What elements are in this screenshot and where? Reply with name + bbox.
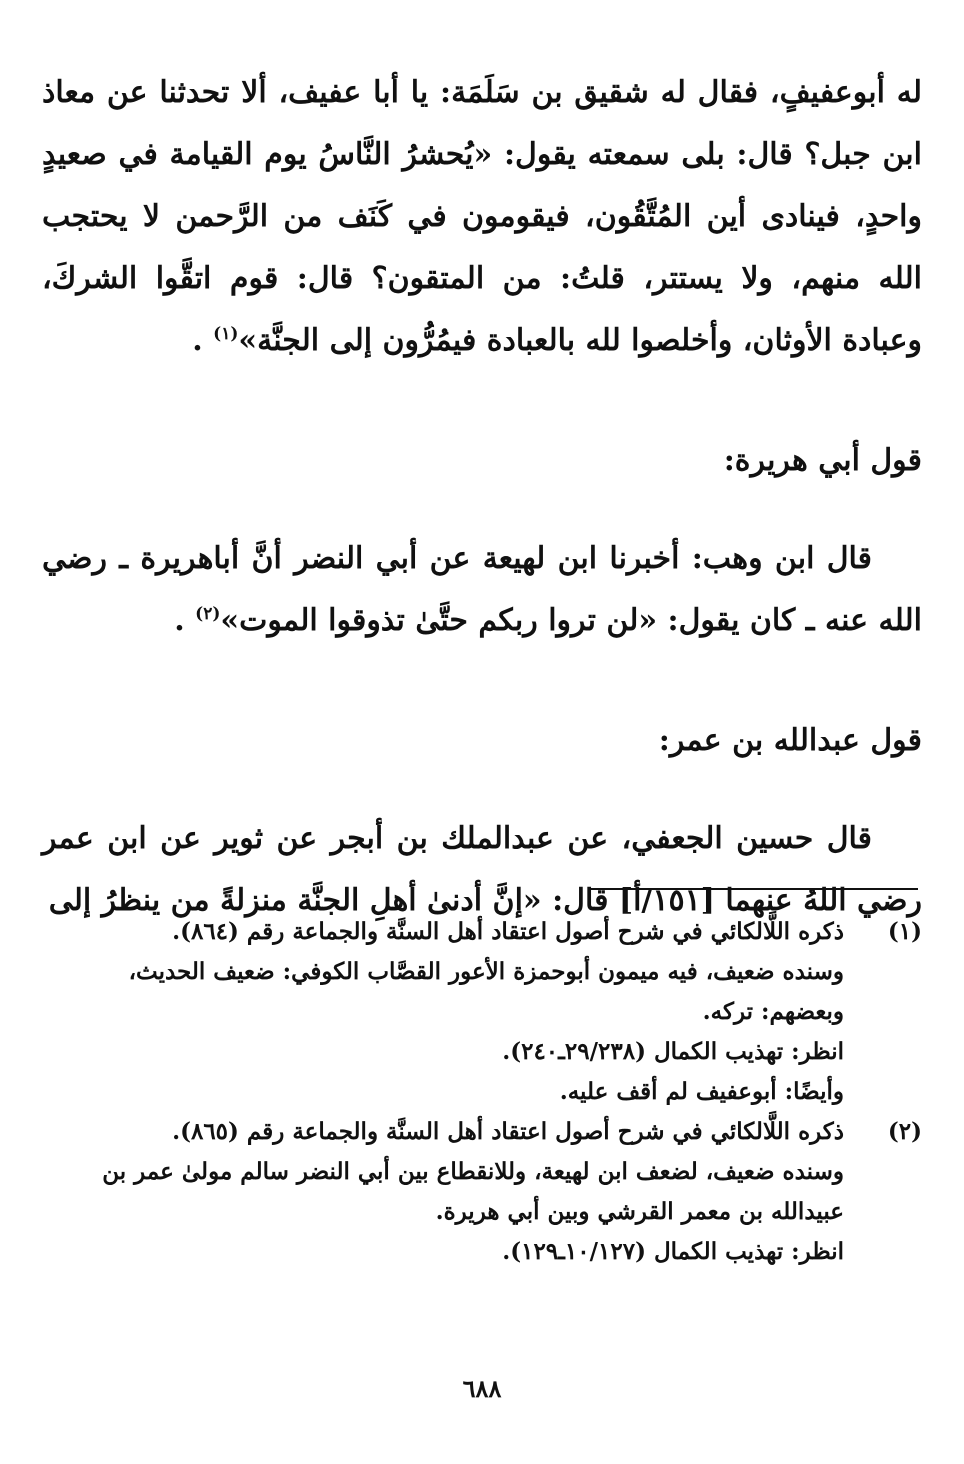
footnote-1-line: وأيضًا: أبوعفيف لم أقف عليه. [559,1078,844,1105]
footnote-1-line: ذكره اللَّالكائي في شرح أصول اعتقاد أهل السنَّة والجماعة رقم (٨٦٤). [172,918,844,945]
footnote-ref-1[interactable]: (١) [213,324,239,344]
paragraph-abu-hurayrah-text: قال ابن وهب: أخبرنا ابن لهيعة عن أبي النضر أنَّ أباهريرة ـ رضي الله عنه ـ كان يقول: «لن تروا ربكم حتَّىٰ تذوقوا الموت» [42,541,922,638]
paragraph-ibn-umar: قال حسين الجعفي، عن عبدالملك بن أبجر عن ثوير عن ابن عمر رضي اللهُ عنهما [١٥١/أ] قال: «إنَّ أدنىٰ أهلِ الجنَّة منزلةً من ينظرُ إلى [42,821,922,918]
footnote-divider [590,888,918,890]
page-number: ٦٨٨ [462,1374,502,1403]
paragraph-muadh [42,62,922,372]
footnote-2-line: انظر: تهذيب الكمال (١٠/١٢٧ـ١٢٩). [502,1238,844,1265]
footnote-1 [42,912,922,1112]
paragraph-muadh-end: . [192,323,214,358]
paragraph-abu-hurayrah-end: . [174,603,196,638]
footnote-2 [42,1112,922,1272]
main-text [42,62,922,932]
paragraph-muadh-text: له أبوعفيفٍ، فقال له شقيق بن سَلَمَة: يا أبا عفيف، ألا تحدثنا عن معاذ ابن جبل؟ قال: بلى سمعته يقول: «يُحشرُ النَّاسُ يوم القيامة في صعيدٍ واحدٍ، فينادى أين المُتَّقُون، فيقومون في كَنَف من الرَّحمن لا يحتجب الله منهم، ولا يستتر، قلتُ: من المتقون؟ قال: قوم اتقَّوا الشركَ، وعبادة الأوثان، وأخلصوا لله بالعبادة فيمُرُّون إلى الجنَّة» [42,75,922,358]
footnote-1-number: (١) [887,918,922,945]
footnote-2-number: (٢) [887,1118,922,1145]
footnote-2-line: ذكره اللَّالكائي في شرح أصول اعتقاد أهل السنَّة والجماعة رقم (٨٦٥). [172,1118,844,1145]
footnote-1-line: وسنده ضعيف، فيه ميمون أبوحمزة الأعور القصَّاب الكوفي: ضعيف الحديث، وبعضهم: تركه. [128,958,844,1025]
paragraph-abu-hurayrah [42,528,922,652]
footnote-2-line: وسنده ضعيف، لضعف ابن لهيعة، وللانقطاع بين أبي النضر سالم مولىٰ عمر بن عبيدالله بن معمر القرشي وبين أبي هريرة. [102,1158,844,1225]
footnote-1-line: انظر: تهذيب الكمال (٢٩/٢٣٨ـ٢٤٠). [502,1038,844,1065]
heading-abu-hurayrah: قول أبي هريرة: [723,443,922,478]
heading-ibn-umar: قول عبدالله بن عمر: [658,723,922,758]
footnotes [42,912,922,1272]
footnote-ref-2[interactable]: (٢) [195,604,221,624]
